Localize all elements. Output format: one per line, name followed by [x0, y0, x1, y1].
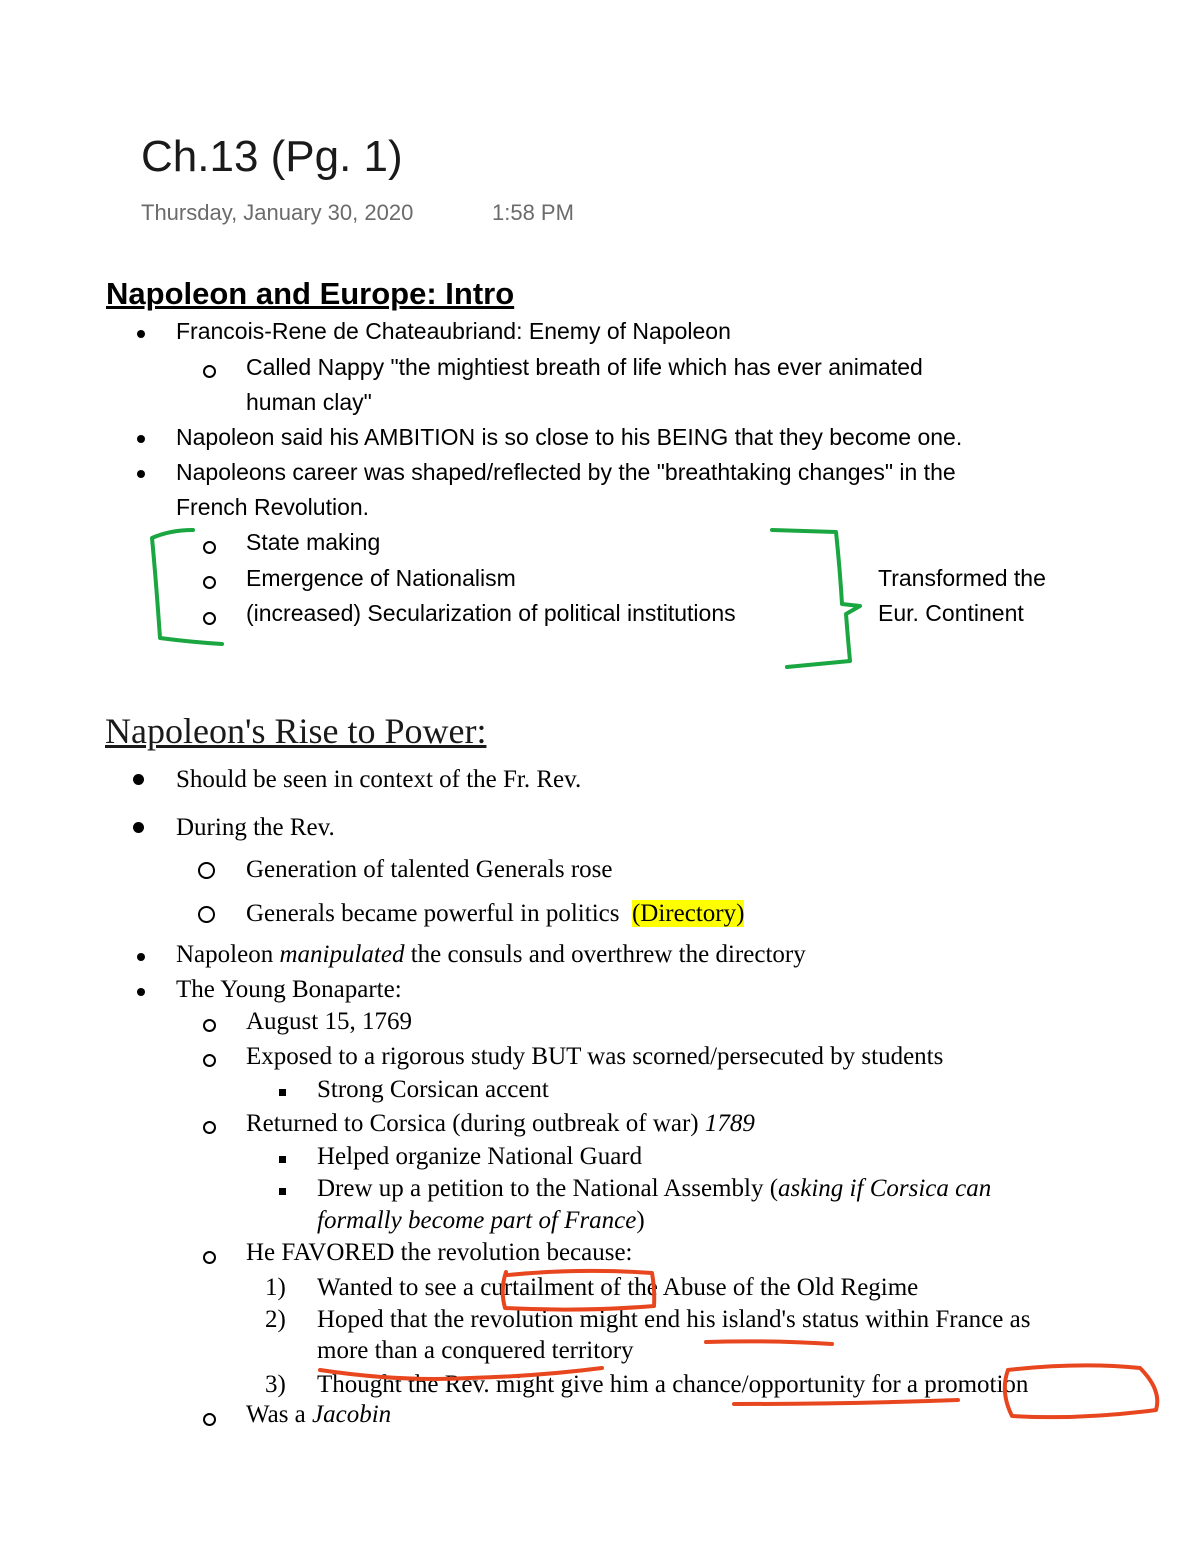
- red-underline-island: [706, 1341, 832, 1344]
- s1-bullet-1: Francois-Rene de Chateaubriand: Enemy of Napoleon: [176, 318, 731, 344]
- section2-heading: Napoleon's Rise to Power:: [105, 711, 487, 751]
- sub-sub-bullet-square: [279, 1188, 286, 1195]
- sub-sub-bullet-square: [279, 1156, 286, 1163]
- sub-bullet-circle: [203, 612, 216, 625]
- s2-b4-sub-3-2-line2: formally become part of France): [317, 1207, 645, 1234]
- s2-bullet-1: Should be seen in context of the Fr. Rev.: [176, 766, 582, 793]
- s1-sub-3-1: State making: [246, 529, 381, 555]
- s2-b4-sub-3-2-line1: Drew up a petition to the National Assembly (asking if Corsica can: [317, 1175, 992, 1202]
- s2-bullet-4: The Young Bonaparte:: [176, 976, 402, 1003]
- s1-sub-3-3: (increased) Secularization of political institutions: [246, 600, 736, 626]
- side-note-line2: Eur. Continent: [878, 600, 1024, 626]
- sub-bullet-circle: [203, 1413, 216, 1426]
- s2-b4-sub-2: Exposed to a rigorous study BUT was scorned/persecuted by students: [246, 1043, 944, 1070]
- bullet-dot: [137, 435, 145, 443]
- s2-b4-sub-5: Was a Jacobin: [246, 1401, 392, 1428]
- reason-2-line2: more than a conquered territory: [317, 1337, 634, 1364]
- s1-sub-1-line1: Called Nappy "the mightiest breath of life which has ever animated: [246, 354, 923, 380]
- sub-bullet-circle: [203, 365, 216, 378]
- s1-sub-3-2: Emergence of Nationalism: [246, 565, 516, 591]
- bullet-dot: [133, 822, 144, 833]
- page-title: Ch.13 (Pg. 1): [141, 132, 403, 181]
- s2-b4-sub-4: He FAVORED the revolution because:: [246, 1239, 633, 1266]
- green-right-bracket: [772, 530, 860, 667]
- sub-sub-bullet-square: [279, 1089, 286, 1096]
- date-stamp: Thursday, January 30, 2020: [141, 200, 414, 225]
- s1-bullet-3-line1: Napoleons career was shaped/reflected by the "breathtaking changes" in the: [176, 459, 956, 485]
- sub-bullet-circle: [203, 1251, 216, 1264]
- sub-bullet-circle: [203, 1019, 216, 1032]
- reason-1: Wanted to see a curtailment of the Abuse of the Old Regime: [317, 1274, 919, 1301]
- sub-bullet-circle: [203, 541, 216, 554]
- s2-sub-2-2: Generals became powerful in politics (Directory): [246, 900, 745, 927]
- bullet-dot: [137, 988, 145, 996]
- sub-bullet-circle: [198, 862, 215, 879]
- sub-bullet-circle: [203, 1054, 216, 1067]
- bullet-dot: [137, 953, 145, 961]
- reason-number: 3): [265, 1371, 286, 1398]
- section1-heading: Napoleon and Europe: Intro: [106, 276, 515, 311]
- sub-bullet-circle: [198, 906, 215, 923]
- sub-bullet-circle: [203, 576, 216, 589]
- red-underline-opportunity: [734, 1400, 958, 1404]
- sub-bullet-circle: [203, 1121, 216, 1134]
- bullet-dot: [133, 774, 144, 785]
- s2-sub-2-1: Generation of talented Generals rose: [246, 856, 613, 883]
- s2-b4-sub-1: August 15, 1769: [246, 1008, 412, 1035]
- highlighted-text: (Directory): [631, 900, 745, 927]
- time-stamp: 1:58 PM: [492, 200, 574, 225]
- s1-sub-1-line2: human clay": [246, 389, 372, 415]
- reason-2-line1: Hoped that the revolution might end his island's status within France as: [317, 1306, 1031, 1333]
- bullet-dot: [137, 330, 145, 338]
- reason-3: Thought the Rev. might give him a chance/opportunity for a promotion: [317, 1371, 1029, 1398]
- s2-bullet-2: During the Rev.: [176, 814, 335, 841]
- s1-bullet-3-line2: French Revolution.: [176, 494, 370, 520]
- s1-bullet-2: Napoleon said his AMBITION is so close to his BEING that they become one.: [176, 424, 963, 450]
- s2-b4-sub-3-1: Helped organize National Guard: [317, 1143, 643, 1170]
- s2-b4-sub-2-1: Strong Corsican accent: [317, 1076, 549, 1103]
- reason-number: 2): [265, 1306, 286, 1333]
- s2-bullet-3: Napoleon manipulated the consuls and overthrew the directory: [176, 941, 806, 968]
- side-note-line1: Transformed the: [878, 565, 1046, 591]
- s2-b4-sub-3: Returned to Corsica (during outbreak of war) 1789: [246, 1110, 755, 1137]
- bullet-dot: [137, 470, 145, 478]
- reason-number: 1): [265, 1274, 286, 1301]
